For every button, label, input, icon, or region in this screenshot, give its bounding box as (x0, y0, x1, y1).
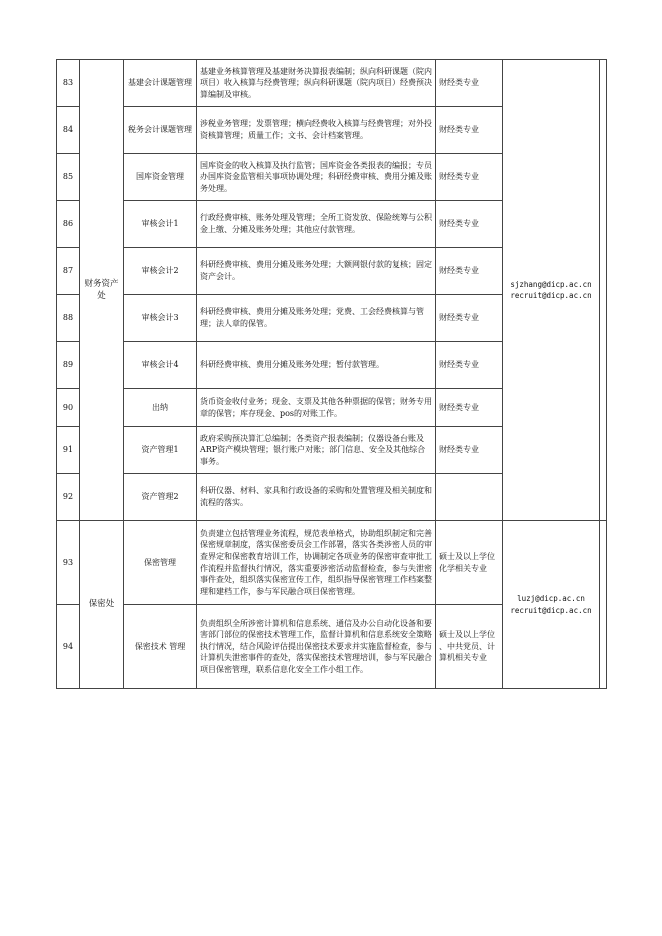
requirement-cell: 财经类专业 (436, 248, 503, 295)
blank-cell (600, 60, 607, 521)
requirement-line: 、中共党员、计 (439, 641, 495, 651)
position-cell: 审核会计1 (124, 201, 197, 248)
position-cell: 税务会计课题管理 (124, 107, 197, 154)
requirement-cell (436, 521, 503, 605)
duties-cell: 政府采购预决算汇总编制；各类资产报表编制；仪器设备台账及ARP资产模块管理；银行账户对账；部门信息、安全及其他综合事务。 (197, 427, 436, 474)
row-number: 91 (57, 427, 80, 474)
position-cell: 审核会计4 (124, 342, 197, 389)
requirement-cell: 财经类专业 (436, 201, 503, 248)
contact-email: recruit@dicp.ac.cn (510, 291, 592, 300)
job-table (56, 59, 607, 689)
duties-cell: 科研经费审核、费用分摊及账务处理；大额网银付款的复核；固定资产会计。 (197, 248, 436, 295)
requirement-cell: 财经类专业 (436, 154, 503, 201)
requirement-line: 硕士及以上学位 (439, 630, 495, 640)
requirement-cell: 财经类专业 (436, 427, 503, 474)
requirement-line: 化学相关专业 (439, 563, 487, 573)
row-number: 92 (57, 474, 80, 521)
duties-cell: 科研经费审核、费用分摊及账务处理；党费、工会经费核算与管理；法人章的保管。 (197, 295, 436, 342)
row-number: 83 (57, 60, 80, 107)
position-cell: 审核会计2 (124, 248, 197, 295)
requirement-cell (436, 605, 503, 689)
table-row (57, 60, 607, 107)
requirement-cell: 财经类专业 (436, 107, 503, 154)
duties-cell: 科研经费审核、费用分摊及账务处理；暂付款管理。 (197, 342, 436, 389)
duties-cell: 科研仪器、材料、家具和行政设备的采购和处置管理及相关制度和流程的落实。 (197, 474, 436, 521)
contact-email-cell (503, 521, 600, 689)
row-number: 84 (57, 107, 80, 154)
position-cell: 保密管理 (124, 521, 197, 605)
row-number: 90 (57, 389, 80, 427)
row-number: 87 (57, 248, 80, 295)
department-cell: 财务资产处 (80, 60, 124, 521)
requirement-cell (436, 474, 503, 521)
position-cell: 国库资金管理 (124, 154, 197, 201)
requirement-cell: 财经类专业 (436, 342, 503, 389)
table-row (57, 521, 607, 605)
position-cell: 资产管理1 (124, 427, 197, 474)
position-cell: 审核会计3 (124, 295, 197, 342)
requirement-line: 算机相关专业 (439, 653, 487, 663)
duties-cell: 负责组织全所涉密计算机和信息系统、通信及办公自动化设备和要害部门部位的保密技术管理工作，监督计算机和信息系统安全策略执行情况，结合风险评估提出保密技术要求并实施监督检查，参与计算机失泄密事件的查处，落实保密技术管理培训，参与军民融合项目保密管理，联系信息化安全工作小组工作。 (197, 605, 436, 689)
position-cell: 保密技术 管理 (124, 605, 197, 689)
duties-cell: 行政经费审核、账务处理及管理；全所工资发放、保险统筹与公积金上缴、分摊及账务处理；其他应付款管理。 (197, 201, 436, 248)
requirement-cell: 财经类专业 (436, 60, 503, 107)
position-cell: 基建会计课题管理 (124, 60, 197, 107)
duties-cell: 基建业务核算管理及基建财务决算报表编制；纵向科研课题（院内项目）收入核算与经费管理；纵向科研课题（院内项目）经费预决算编制及审核。 (197, 60, 436, 107)
duties-cell: 国库资金的收入核算及执行监管；国库资金各类报表的编报；专员办国库资金监管相关事项协调处理；科研经费审核、费用分摊及账务处理。 (197, 154, 436, 201)
blank-cell (600, 521, 607, 689)
contact-email: recruit@dicp.ac.cn (510, 605, 592, 615)
row-number: 93 (57, 521, 80, 605)
duties-cell: 负责建立包括管理业务流程，规范表单格式，协助组织制定和完善保密规章制度，落实保密委员会工作部署，落实各类涉密人员的审查界定和保密教育培训工作，协调制定各项业务的保密审查审批工作流程并监督执行情况，落实重要涉密活动监督检查，参与失泄密事件查处，组织落实保密宣传工作，组织指导保密管理工作档案整理和建档工作，参与军民融合项目保密管理。 (197, 521, 436, 605)
position-cell: 出纳 (124, 389, 197, 427)
contact-email: luzj@dicp.ac.cn (517, 594, 585, 604)
contact-email-cell (503, 60, 600, 521)
requirement-cell: 财经类专业 (436, 295, 503, 342)
row-number: 89 (57, 342, 80, 389)
row-number: 94 (57, 605, 80, 689)
contact-email: sjzhang@dicp.ac.cn (510, 279, 592, 289)
department-cell: 保密处 (80, 521, 124, 689)
row-number: 88 (57, 295, 80, 342)
job-table-body (57, 60, 607, 689)
row-number: 86 (57, 201, 80, 248)
duties-cell: 涉税业务管理；发票管理；横向经费收入核算与经费管理；对外投资核算管理；质量工作；文书、会计档案管理。 (197, 107, 436, 154)
row-number: 85 (57, 154, 80, 201)
requirement-cell: 财经类专业 (436, 389, 503, 427)
position-cell: 资产管理2 (124, 474, 197, 521)
duties-cell: 货币资金收付业务；现金、支票及其他各种票据的保管；财务专用章的保管；库存现金、pos的对账工作。 (197, 389, 436, 427)
requirement-line: 硕士及以上学位 (439, 551, 495, 561)
